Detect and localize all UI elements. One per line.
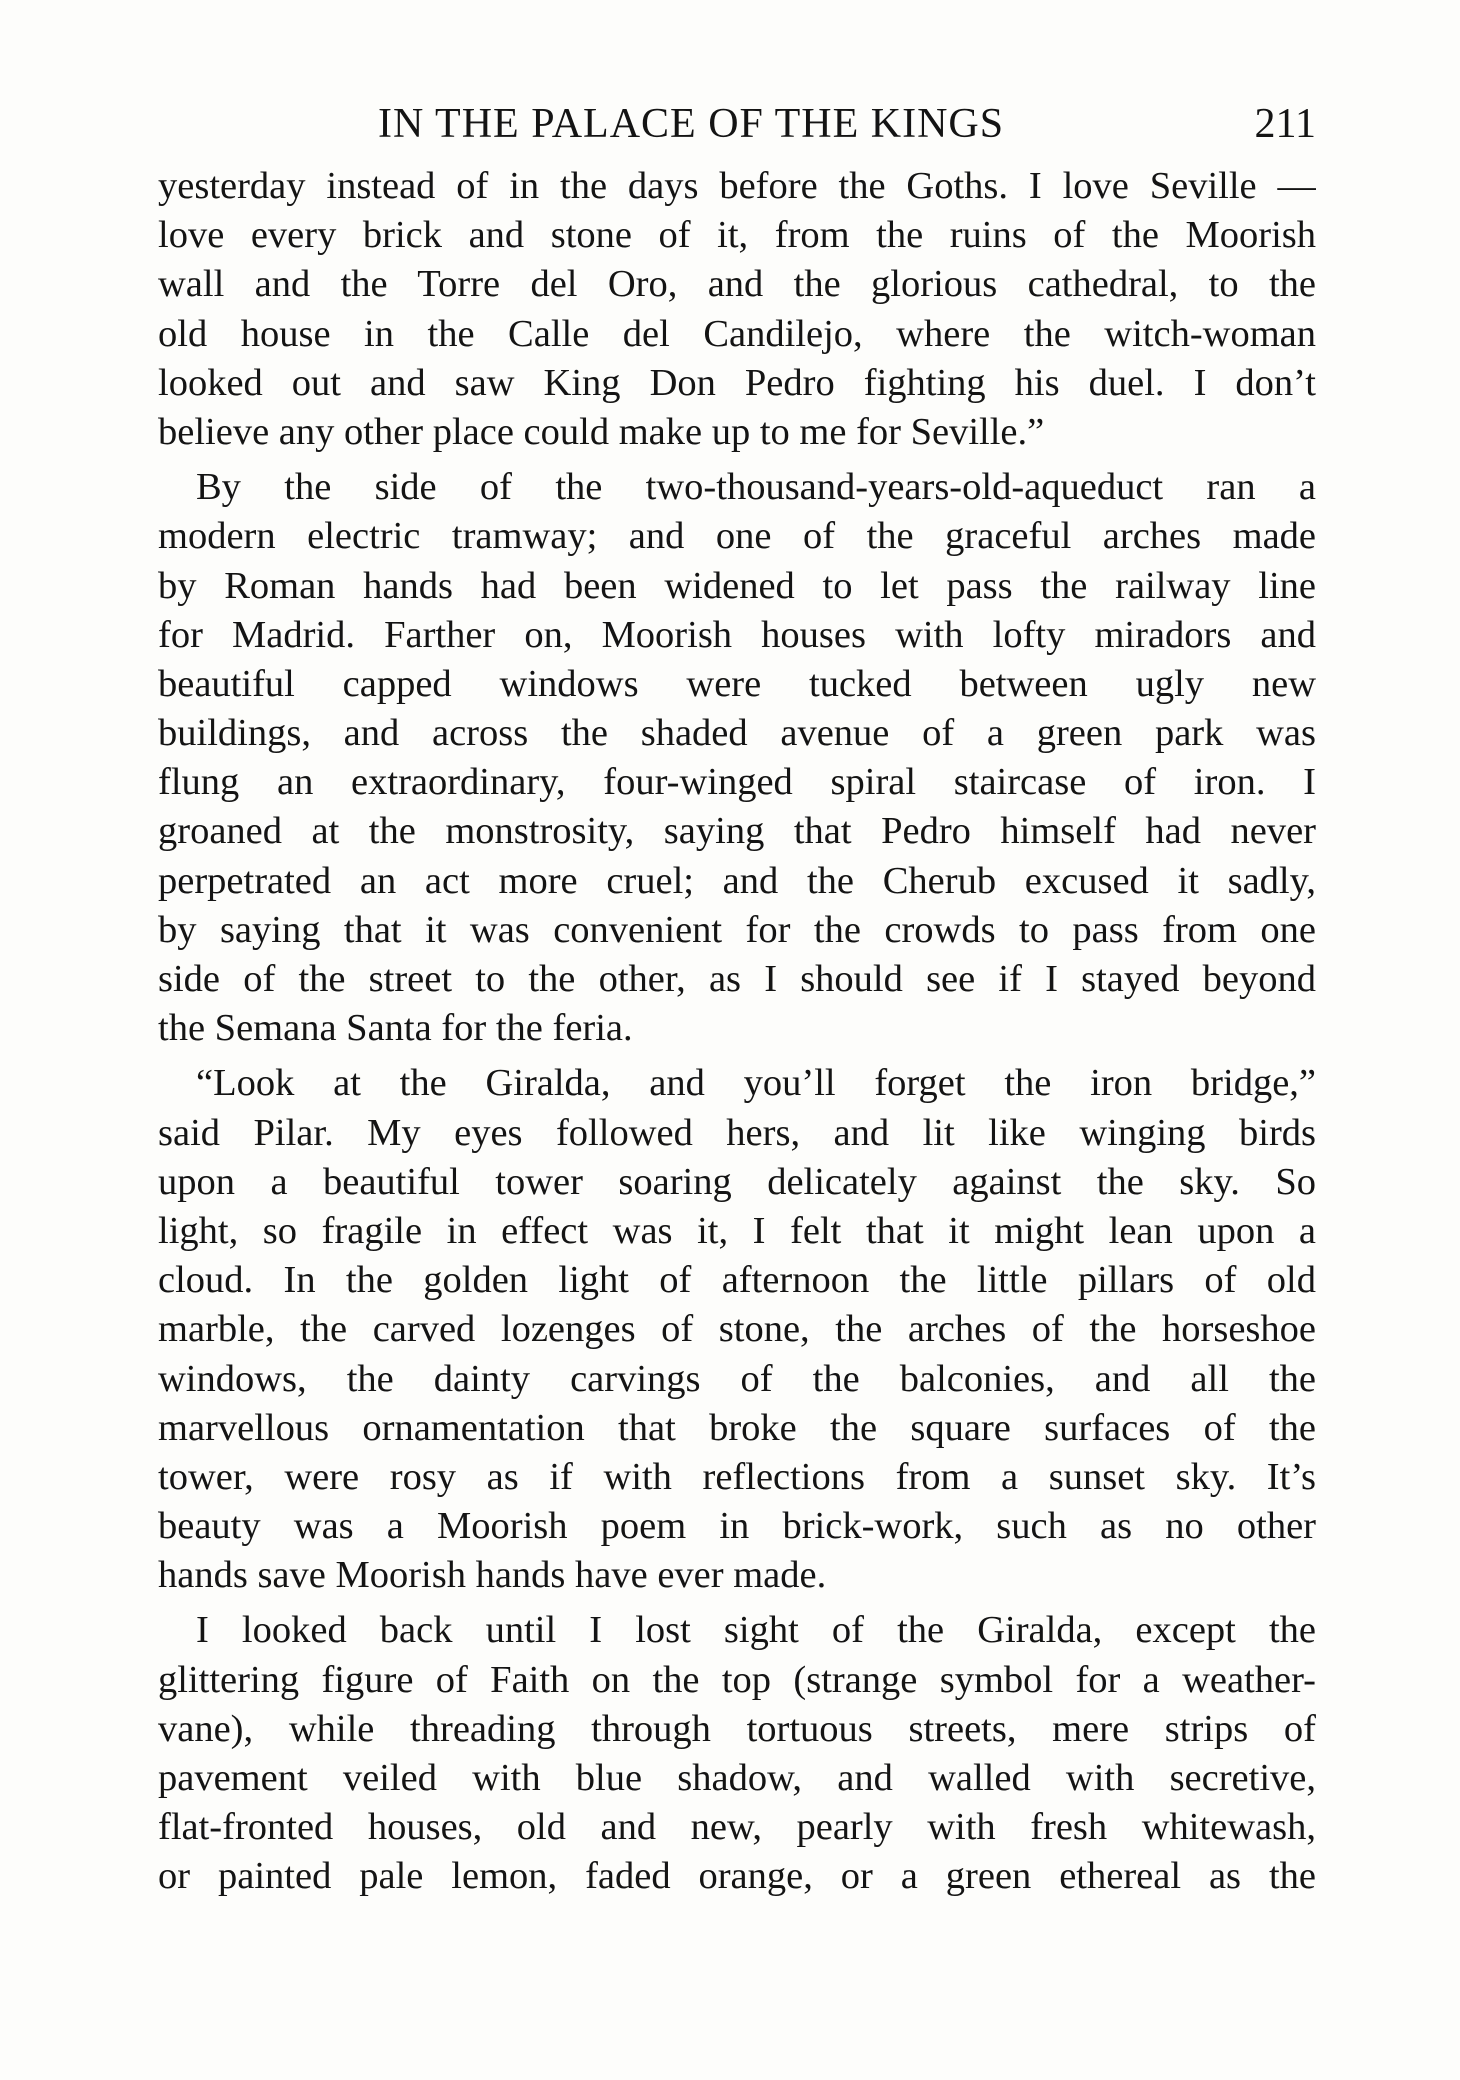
text-line: for Madrid. Farther on, Moorish houses with lofty miradors and	[158, 613, 1316, 656]
text-line: I looked back until I lost sight of the Giralda, except the	[196, 1609, 1316, 1652]
text-line: glittering figure of Faith on the top (strange symbol for a weather-	[158, 1658, 1316, 1701]
text-line: buildings, and across the shaded avenue of a green park was	[158, 712, 1316, 755]
text-line: wall and the Torre del Oro, and the glorious cathedral, to the	[158, 263, 1316, 306]
text-line: said Pilar. My eyes followed hers, and lit like winging birds	[158, 1111, 1316, 1154]
text-line: by saying that it was convenient for the crowds to pass from one	[158, 908, 1316, 951]
text-line: groaned at the monstrosity, saying that Pedro himself had never	[158, 810, 1316, 853]
text-line: “Look at the Giralda, and you’ll forget the iron bridge,”	[196, 1062, 1316, 1105]
text-line: yesterday instead of in the days before the Goths. I love Seville —	[158, 165, 1316, 207]
text-line: flat-fronted houses, old and new, pearly with fresh whitewash,	[158, 1806, 1316, 1849]
text-line: by Roman hands had been widened to let pass the railway line	[158, 564, 1316, 607]
page-number: 211	[1254, 101, 1316, 147]
text-line: By the side of the two-thousand-years-old-aqueduct ran a	[196, 466, 1316, 509]
text-line: flung an extraordinary, four-winged spiral staircase of iron. I	[158, 761, 1316, 804]
text-line: vane), while threading through tortuous streets, mere strips of	[158, 1707, 1316, 1750]
text-line: windows, the dainty carvings of the balconies, and all the	[158, 1357, 1316, 1400]
text-line: light, so fragile in effect was it, I felt that it might lean upon a	[158, 1209, 1316, 1252]
text-line: the Semana Santa for the feria.	[158, 1007, 633, 1050]
text-line: looked out and saw King Don Pedro fighting his duel. I don’t	[158, 361, 1316, 404]
text-line: pavement veiled with blue shadow, and walled with secretive,	[158, 1757, 1316, 1799]
body-text	[158, 162, 1316, 1902]
text-line: modern electric tramway; and one of the graceful arches made	[158, 515, 1316, 558]
running-head	[158, 96, 1316, 152]
running-title: IN THE PALACE OF THE KINGS	[378, 101, 1005, 147]
text-line: believe any other place could make up to me for Seville.”	[158, 410, 1045, 453]
text-line: or painted pale lemon, faded orange, or a green ethereal as the	[158, 1855, 1316, 1898]
text-line: side of the street to the other, as I should see if I stayed beyond	[158, 958, 1316, 1000]
text-line: marble, the carved lozenges of stone, the arches of the horseshoe	[158, 1308, 1316, 1351]
text-line: cloud. In the golden light of afternoon the little pillars of old	[158, 1259, 1316, 1302]
text-line: old house in the Calle del Candilejo, where the witch-woman	[158, 312, 1316, 355]
text-line: marvellous ornamentation that broke the square surfaces of the	[158, 1406, 1316, 1449]
text-line: hands save Moorish hands have ever made.	[158, 1554, 827, 1597]
text-line: love every brick and stone of it, from the ruins of the Moorish	[158, 214, 1316, 257]
text-line: perpetrated an act more cruel; and the Cherub excused it sadly,	[158, 859, 1316, 902]
text-line: tower, were rosy as if with reflections from a sunset sky. It’s	[158, 1455, 1316, 1498]
text-line: beauty was a Moorish poem in brick-work, such as no other	[158, 1505, 1316, 1548]
text-line: upon a beautiful tower soaring delicately against the sky. So	[158, 1160, 1316, 1203]
text-line: beautiful capped windows were tucked between ugly new	[158, 662, 1316, 705]
